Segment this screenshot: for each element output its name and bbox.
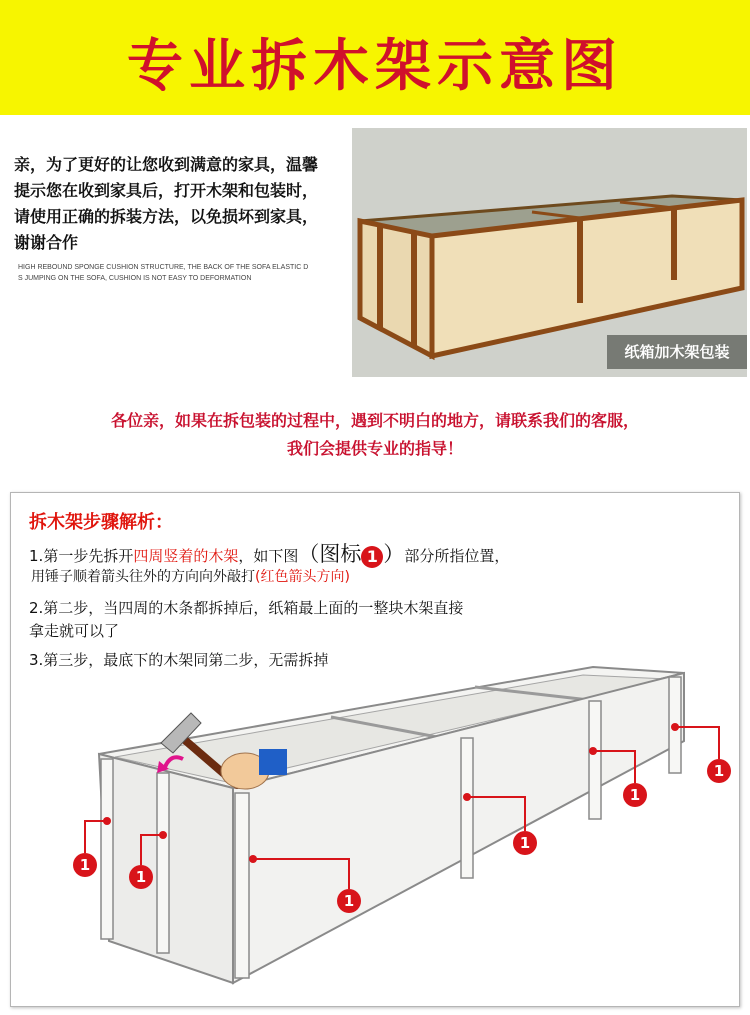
marker-label: 1 — [629, 786, 641, 804]
step-1-line-1 — [29, 543, 509, 568]
step-1-text-a: 第一步先拆开 — [43, 547, 134, 565]
intro-text — [14, 152, 344, 256]
step-1-number: 1. — [29, 547, 44, 565]
marker-label: 1 — [713, 762, 725, 780]
step-1-line-2-text: 用锤子顺着箭头往外的方向向外敲打 — [31, 569, 255, 585]
page-title: 专业拆木架示意图 — [127, 33, 623, 99]
step-1-arrow-hint: (红色箭头方向) — [255, 569, 350, 585]
marker-label: 1 — [79, 856, 91, 874]
step-2-line-1: 2.第二步，当四周的木条都拆掉后，纸箱最上面的一整块木架直接 — [29, 599, 464, 617]
step-1-line-2 — [31, 566, 350, 588]
intro-line: 亲，为了更好的让您收到满意的家具，温馨 — [14, 155, 319, 174]
notice-line-1: 各位亲，如果在拆包装的过程中，遇到不明白的地方，请联系我们的客服， — [110, 411, 639, 430]
icon-label: 图标 — [319, 542, 362, 566]
intro-english-line: S JUMPING ON THE SOFA, CUSHION IS NOT EASY TO DEFORMATION — [18, 275, 252, 282]
photo-caption: 纸箱加木架包装 — [607, 335, 747, 369]
paren-open: （ — [298, 542, 320, 566]
intro-line: 请使用正确的拆装方法，以免损坏到家具， — [14, 207, 319, 226]
intro-line: 提示您在收到家具后，打开木架和包装时， — [14, 181, 319, 200]
crate-diagram — [23, 643, 735, 998]
steps-panel — [10, 492, 740, 1007]
steps-title: 拆木架步骤解析： — [29, 512, 173, 533]
marker-label: 1 — [343, 892, 355, 910]
intro-line: 谢谢合作 — [14, 233, 79, 252]
step-2-line-2: 拿走就可以了 — [29, 622, 120, 640]
marker-label: 1 — [135, 868, 147, 886]
intro-english-line: HIGH REBOUND SPONGE CUSHION STRUCTURE, THE BACK OF THE SOFA ELASTIC D — [18, 264, 309, 271]
marker-1-icon: 1 — [361, 546, 383, 568]
step-1-text-c: 部分所指位置， — [404, 547, 510, 565]
paren-close: ） — [383, 542, 405, 566]
step-1-highlight: 四周竖着的木架 — [133, 547, 239, 565]
step-3-line-1: 3.第三步，最底下的木架同第二步，无需拆掉 — [29, 651, 329, 669]
intro-english-text — [18, 262, 340, 284]
title-banner — [0, 0, 750, 115]
notice-line-2: 我们会提供专业的指导！ — [286, 439, 463, 458]
step-1-text-b: ，如下图 — [238, 547, 299, 565]
crate-photo — [352, 128, 747, 377]
marker-label: 1 — [519, 834, 531, 852]
